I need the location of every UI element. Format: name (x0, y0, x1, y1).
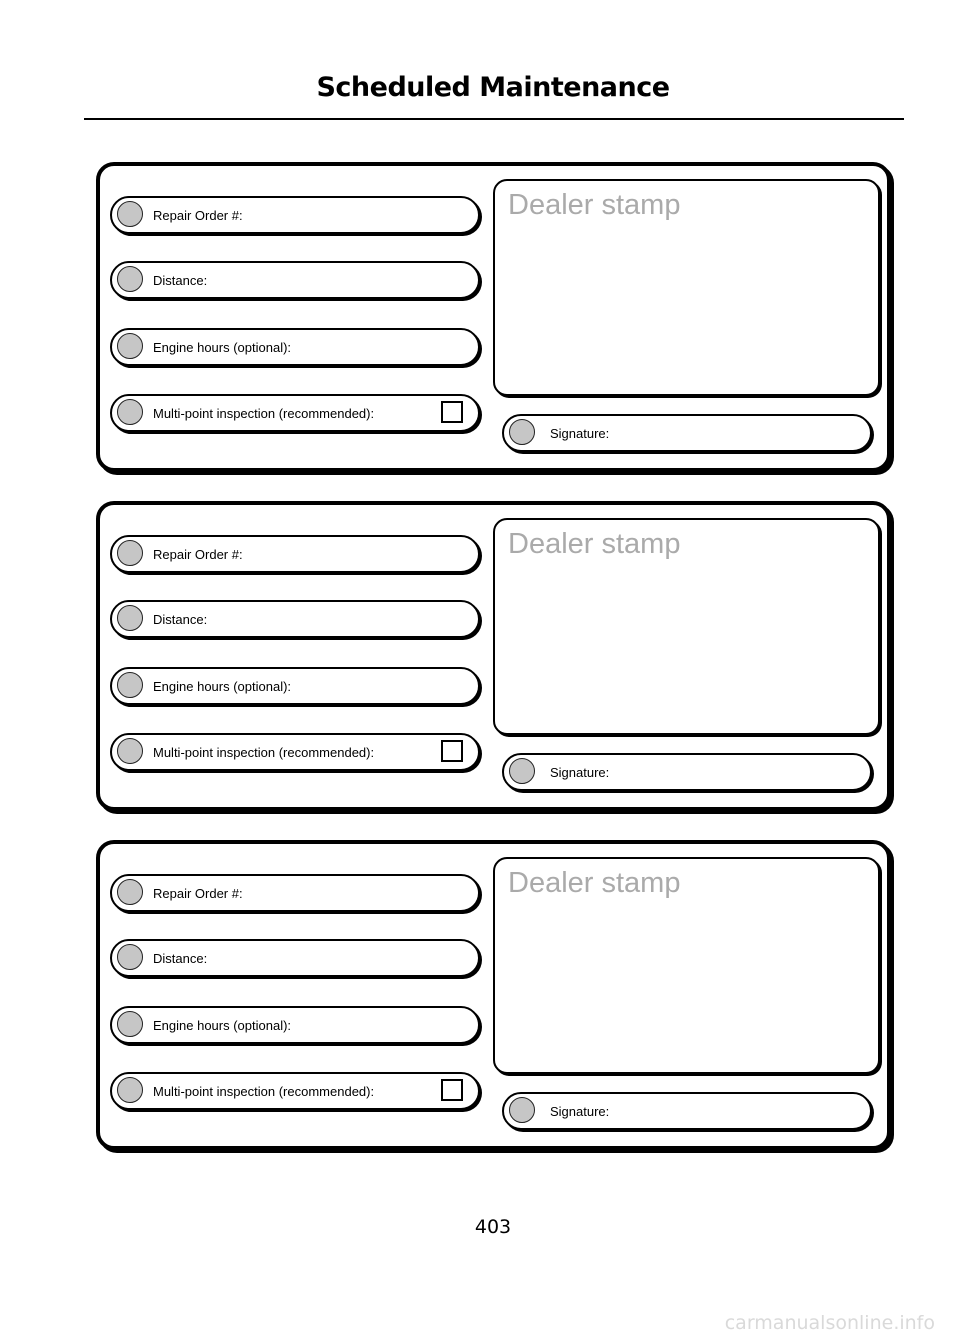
bullet-icon (117, 944, 143, 970)
distance-label: Distance: (153, 612, 208, 627)
inspection-label: Multi-point inspection (recommended): (153, 745, 375, 760)
bullet-icon (117, 672, 143, 698)
signature-label: Signature: (550, 1104, 610, 1119)
distance-field[interactable] (110, 600, 480, 638)
repair-order-field[interactable] (110, 535, 480, 573)
bullet-icon (117, 738, 143, 764)
maintenance-record-card (96, 162, 891, 472)
bullet-icon (117, 333, 143, 359)
inspection-checkbox[interactable] (441, 740, 463, 762)
repair-order-label: Repair Order #: (153, 208, 243, 223)
inspection-checkbox[interactable] (441, 1079, 463, 1101)
page-title: Scheduled Maintenance (316, 72, 670, 103)
inspection-checkbox[interactable] (441, 401, 463, 423)
maintenance-record-card (96, 501, 891, 811)
repair-order-field[interactable] (110, 196, 480, 234)
engine-hours-label: Engine hours (optional): (153, 1018, 292, 1033)
repair-order-field[interactable] (110, 874, 480, 912)
inspection-field (110, 733, 480, 771)
signature-label: Signature: (550, 765, 610, 780)
dealer-stamp-area (493, 857, 880, 1074)
distance-label: Distance: (153, 951, 208, 966)
watermark: carmanualsonline.info (724, 1312, 935, 1334)
engine-hours-field[interactable] (110, 1006, 480, 1044)
distance-field[interactable] (110, 261, 480, 299)
maintenance-record-card (96, 840, 891, 1150)
bullet-icon (117, 605, 143, 631)
repair-order-label: Repair Order #: (153, 886, 243, 901)
bullet-icon (117, 1077, 143, 1103)
bullet-icon (117, 399, 143, 425)
signature-field[interactable] (502, 1092, 872, 1130)
engine-hours-field[interactable] (110, 328, 480, 366)
signature-label: Signature: (550, 426, 610, 441)
bullet-icon (509, 1097, 535, 1123)
signature-field[interactable] (502, 414, 872, 452)
dealer-stamp-label: Dealer stamp (508, 528, 681, 560)
title-divider (84, 118, 904, 120)
inspection-field (110, 394, 480, 432)
inspection-label: Multi-point inspection (recommended): (153, 406, 375, 421)
engine-hours-label: Engine hours (optional): (153, 340, 292, 355)
repair-order-label: Repair Order #: (153, 547, 243, 562)
inspection-label: Multi-point inspection (recommended): (153, 1084, 375, 1099)
distance-label: Distance: (153, 273, 208, 288)
bullet-icon (117, 540, 143, 566)
dealer-stamp-label: Dealer stamp (508, 867, 681, 899)
engine-hours-label: Engine hours (optional): (153, 679, 292, 694)
signature-field[interactable] (502, 753, 872, 791)
dealer-stamp-area (493, 179, 880, 396)
bullet-icon (117, 879, 143, 905)
distance-field[interactable] (110, 939, 480, 977)
page-number: 403 (474, 1216, 512, 1238)
dealer-stamp-label: Dealer stamp (508, 189, 681, 221)
bullet-icon (509, 419, 535, 445)
engine-hours-field[interactable] (110, 667, 480, 705)
bullet-icon (117, 201, 143, 227)
bullet-icon (509, 758, 535, 784)
bullet-icon (117, 1011, 143, 1037)
dealer-stamp-area (493, 518, 880, 735)
inspection-field (110, 1072, 480, 1110)
bullet-icon (117, 266, 143, 292)
